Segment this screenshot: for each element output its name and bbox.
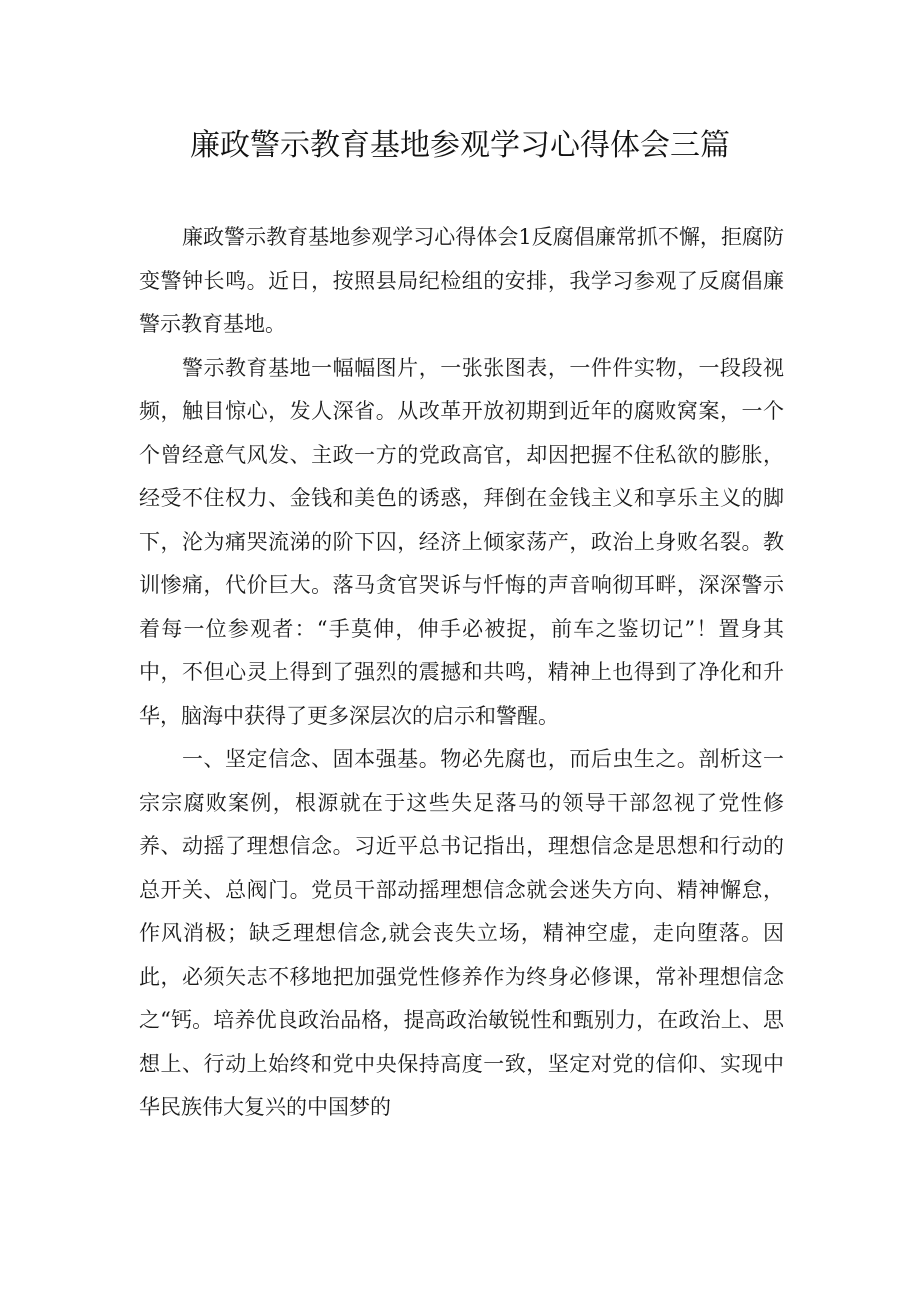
paragraph-section-one: 一、坚定信念、固本强基。物必先腐也，而后虫生之。剖析这一宗宗腐败案例，根源就在于这些失足落马的领导干部忽视了党性修养、动摇了理想信念。习近平总书记指出，理想信念是思想和行动的总开关、总阀门。党员干部动摇理想信念就会迷失方向、精神懈怠，作风消极；缺乏理想信念,就会丧失立场，精神空虚，走向堕落。因此，必须矢志不移地把加强党性修养作为终身必修课，常补理想信念之“钙。培养优良政治品格，提高政治敏锐性和甄别力，在政治上、思想上、行动上始终和党中央保持高度一致，坚定对党的信仰、实现中华民族伟大复兴的中国梦的 bbox=[139, 747, 784, 1119]
document-body bbox=[139, 216, 784, 1130]
paragraph-intro: 廉政警示教育基地参观学习心得体会1反腐倡廉常抓不懈，拒腐防变警钟长鸣。近日，按照县局纪检组的安排，我学习参观了反腐倡廉警示教育基地。 bbox=[139, 225, 784, 336]
document-title: 廉政警示教育基地参观学习心得体会三篇 bbox=[190, 128, 730, 163]
paragraph-exhibition: 警示教育基地一幅幅图片，一张张图表，一件件实物，一段段视频，触目惊心，发人深省。从改革开放初期到近年的腐败窝案，一个个曾经意气风发、主政一方的党政高官，却因把握不住私欲的膨胀，经受不住权力、金钱和美色的诱惑，拜倒在金钱主义和享乐主义的脚下，沦为痛哭流涕的阶下囚，经济上倾家荡产，政治上身败名裂。教训惨痛，代价巨大。落马贪官哭诉与忏悔的声音响彻耳畔，深深警示着每一位参观者：“手莫伸，伸手必被捉，前车之鉴切记”！置身其中，不但心灵上得到了强烈的震撼和共鸣，精神上也得到了净化和升华，脑海中获得了更多深层次的启示和警醒。 bbox=[139, 355, 784, 728]
